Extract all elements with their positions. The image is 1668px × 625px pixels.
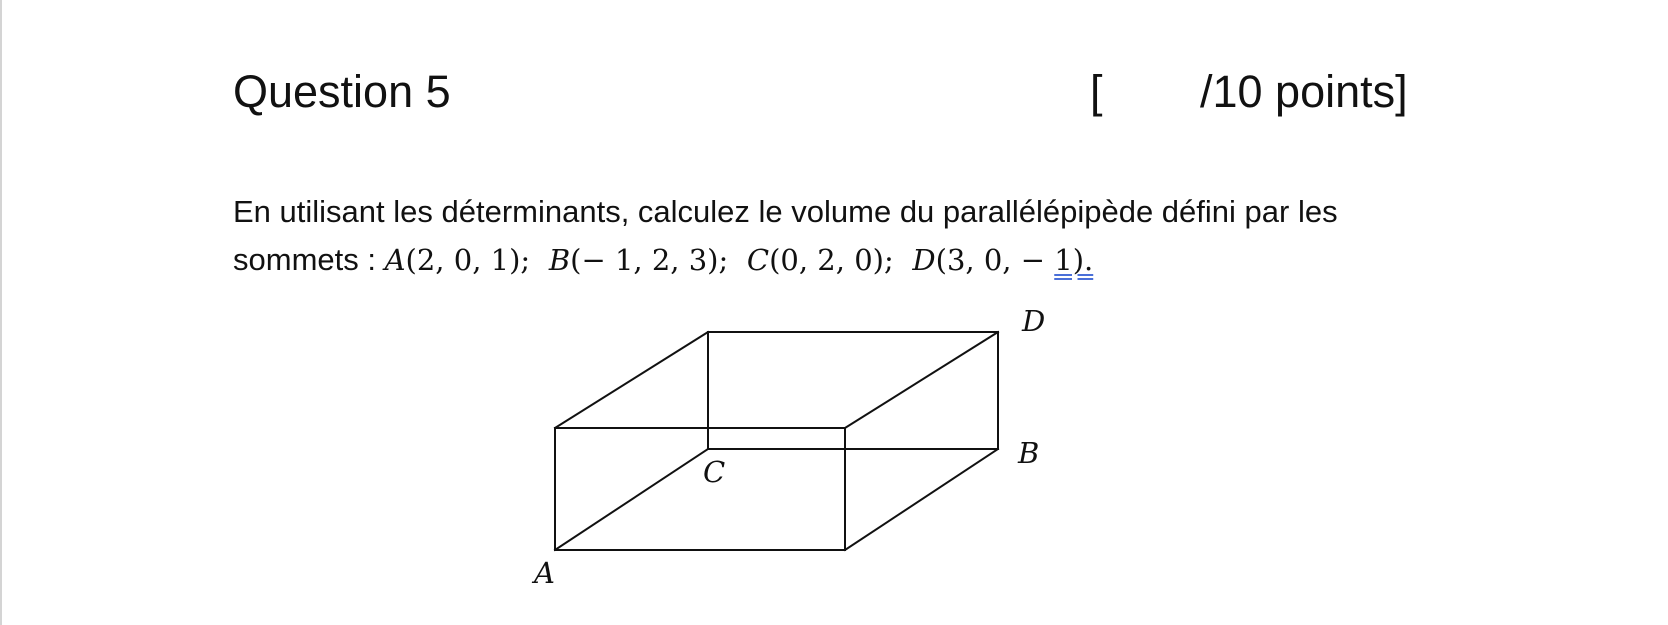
edge-bottom-left-depth (555, 449, 708, 550)
vertex-a-name: A (384, 243, 406, 277)
vertex-a-separator: ; (520, 243, 531, 277)
vertex-c-name: C (746, 243, 770, 277)
vertex-label-a: A (534, 556, 555, 590)
vertex-c-separator: ; (883, 243, 894, 277)
vertex-label-d: D (1022, 304, 1046, 338)
vertex-a-coords: (2, 0, 1) (405, 243, 521, 277)
vertex-b-separator: ; (718, 243, 729, 277)
vertex-c-coords: (0, 2, 0) (769, 243, 884, 277)
vertex-label-b: B (1018, 436, 1040, 470)
edge-top-right-depth (845, 332, 998, 428)
edge-top-left-depth (555, 332, 708, 428)
vertex-label-c: C (703, 455, 726, 489)
points-open-bracket: [ (1090, 66, 1103, 117)
grammar-flagged-text[interactable]: 1). (1054, 243, 1094, 277)
vertex-d-coords: (3, 0, − (935, 243, 1055, 277)
question-title: Question 5 (233, 66, 451, 117)
points-total: /10 points] (1200, 66, 1408, 117)
edge-bottom-right-depth (845, 449, 998, 550)
vertex-b-coords: (− 1, 2, 3) (570, 243, 719, 277)
vertex-d-name: D (912, 243, 936, 277)
statement-prefix: sommets : (233, 242, 385, 277)
vertex-b-name: B (548, 243, 571, 277)
statement-line-1: En utilisant les déterminants, calculez le volume du parallélépipède défini par les (233, 194, 1338, 229)
